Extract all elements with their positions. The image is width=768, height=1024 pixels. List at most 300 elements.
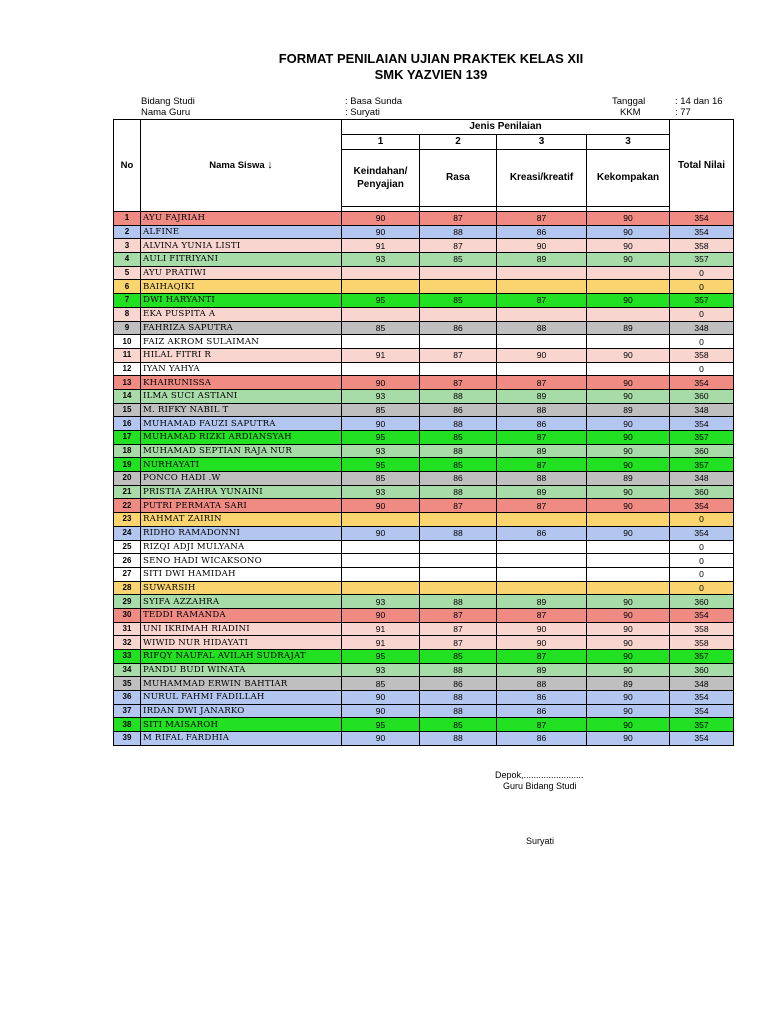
score-cell <box>497 266 587 280</box>
student-name: NURUL FAHMI FADILLAH <box>141 691 342 705</box>
score-cell <box>342 540 420 554</box>
total-cell: 357 <box>670 253 734 267</box>
school-name: SMK YAZVIEN 139 <box>374 67 488 82</box>
table-row <box>114 554 734 568</box>
total-cell: 0 <box>670 540 734 554</box>
score-table <box>113 119 734 746</box>
student-name: DWI HARYANTI <box>141 294 342 308</box>
score-cell: 86 <box>497 417 587 431</box>
score-cell: 90 <box>587 253 670 267</box>
score-cell: 88 <box>497 321 587 335</box>
score-cell: 87 <box>497 376 587 390</box>
score-cell: 90 <box>342 499 420 513</box>
score-cell: 85 <box>420 431 497 445</box>
score-cell: 91 <box>342 622 420 636</box>
score-cell <box>497 307 587 321</box>
table-row <box>114 417 734 431</box>
score-cell: 91 <box>342 348 420 362</box>
student-name: RIDHO RAMADONNI <box>141 526 342 540</box>
score-cell: 93 <box>342 485 420 499</box>
score-cell: 90 <box>342 225 420 239</box>
total-cell: 0 <box>670 335 734 349</box>
table-row <box>114 348 734 362</box>
row-number: 31 <box>114 622 141 636</box>
total-cell: 354 <box>670 225 734 239</box>
score-cell: 90 <box>587 485 670 499</box>
student-name: ALFINE <box>141 225 342 239</box>
score-cell: 86 <box>420 472 497 486</box>
score-cell: 88 <box>420 732 497 746</box>
score-cell: 95 <box>342 294 420 308</box>
table-row <box>114 581 734 595</box>
table-row <box>114 458 734 472</box>
score-cell: 87 <box>420 239 497 253</box>
score-cell <box>342 307 420 321</box>
total-cell: 348 <box>670 321 734 335</box>
score-cell: 88 <box>497 403 587 417</box>
score-cell <box>497 581 587 595</box>
table-row <box>114 376 734 390</box>
score-cell: 87 <box>497 431 587 445</box>
score-cell: 85 <box>342 321 420 335</box>
score-cell <box>497 554 587 568</box>
score-cell: 90 <box>342 608 420 622</box>
student-name: MUHAMAD RIZKI ARDIANSYAH <box>141 431 342 445</box>
student-name: RAHMAT ZAIRIN <box>141 513 342 527</box>
total-cell: 354 <box>670 608 734 622</box>
score-cell: 90 <box>342 212 420 226</box>
table-row <box>114 389 734 403</box>
table-row <box>114 212 734 226</box>
total-cell: 354 <box>670 212 734 226</box>
score-cell: 89 <box>497 444 587 458</box>
score-cell <box>342 280 420 294</box>
score-cell: 89 <box>497 485 587 499</box>
score-cell <box>342 567 420 581</box>
score-cell: 90 <box>587 376 670 390</box>
score-cell <box>420 307 497 321</box>
total-cell: 0 <box>670 266 734 280</box>
total-cell: 360 <box>670 485 734 499</box>
row-number: 34 <box>114 663 141 677</box>
table-row <box>114 718 734 732</box>
score-cell: 89 <box>587 472 670 486</box>
student-name: PANDU BUDI WINATA <box>141 663 342 677</box>
row-number: 25 <box>114 540 141 554</box>
row-number: 30 <box>114 608 141 622</box>
student-name: FAIZ AKROM SULAIMAN <box>141 335 342 349</box>
row-number: 12 <box>114 362 141 376</box>
score-cell: 89 <box>587 403 670 417</box>
score-cell: 90 <box>587 212 670 226</box>
student-name: SITI MAISAROH <box>141 718 342 732</box>
score-cell <box>420 513 497 527</box>
score-cell: 89 <box>587 321 670 335</box>
jenis-penilaian-header: Jenis Penilaian <box>342 120 670 135</box>
table-row <box>114 513 734 527</box>
row-number: 20 <box>114 472 141 486</box>
student-name: IYAN YAHYA <box>141 362 342 376</box>
score-cell: 86 <box>420 677 497 691</box>
score-cell: 86 <box>420 403 497 417</box>
row-number: 21 <box>114 485 141 499</box>
score-cell <box>587 335 670 349</box>
score-cell: 88 <box>420 704 497 718</box>
total-cell: 360 <box>670 444 734 458</box>
row-number: 2 <box>114 225 141 239</box>
row-number: 26 <box>114 554 141 568</box>
row-number: 10 <box>114 335 141 349</box>
row-number: 9 <box>114 321 141 335</box>
student-name: MUHAMAD FAUZI SAPUTRA <box>141 417 342 431</box>
score-cell: 90 <box>587 458 670 472</box>
bidang-value: : Basa Sunda <box>345 96 403 107</box>
table-row <box>114 608 734 622</box>
student-name: M RIFAL FARDHIA <box>141 732 342 746</box>
score-cell <box>420 362 497 376</box>
kkm-value: : 77 <box>675 107 691 118</box>
score-cell <box>587 266 670 280</box>
student-name: AYU FAJRIAH <box>141 212 342 226</box>
score-cell: 90 <box>587 526 670 540</box>
criterion-label: Kreasi/kreatif <box>497 150 587 207</box>
score-cell: 87 <box>420 499 497 513</box>
score-cell: 90 <box>587 348 670 362</box>
total-header: Total Nilai <box>670 120 734 212</box>
row-number: 8 <box>114 307 141 321</box>
score-cell <box>587 581 670 595</box>
score-cell: 89 <box>497 595 587 609</box>
student-name: AULI FITRIYANI <box>141 253 342 267</box>
total-cell: 0 <box>670 581 734 595</box>
score-cell: 85 <box>420 253 497 267</box>
score-cell: 87 <box>420 212 497 226</box>
score-cell: 90 <box>587 691 670 705</box>
criterion-number: 3 <box>497 135 587 150</box>
student-name: SUWARSIH <box>141 581 342 595</box>
score-cell: 90 <box>587 417 670 431</box>
total-cell: 358 <box>670 239 734 253</box>
score-cell: 88 <box>420 526 497 540</box>
score-cell: 88 <box>497 677 587 691</box>
score-cell: 85 <box>342 677 420 691</box>
score-cell <box>342 581 420 595</box>
student-name: UNI IKRIMAH RIADINI <box>141 622 342 636</box>
score-cell: 87 <box>420 348 497 362</box>
total-cell: 358 <box>670 636 734 650</box>
name-header[interactable] <box>141 120 342 212</box>
score-cell <box>420 335 497 349</box>
score-cell: 85 <box>342 403 420 417</box>
table-row <box>114 650 734 664</box>
score-cell: 89 <box>497 253 587 267</box>
score-cell: 88 <box>420 389 497 403</box>
row-number: 33 <box>114 650 141 664</box>
row-number: 3 <box>114 239 141 253</box>
score-cell: 88 <box>420 444 497 458</box>
student-name: PONCO HADI .W <box>141 472 342 486</box>
total-cell: 0 <box>670 307 734 321</box>
score-cell: 95 <box>342 650 420 664</box>
total-cell: 0 <box>670 280 734 294</box>
total-cell: 0 <box>670 554 734 568</box>
criterion-label: Kekompakan <box>587 150 670 207</box>
score-cell: 93 <box>342 663 420 677</box>
table-row <box>114 595 734 609</box>
row-number: 15 <box>114 403 141 417</box>
total-cell: 357 <box>670 294 734 308</box>
score-cell: 88 <box>497 472 587 486</box>
student-name: PRISTIA ZAHRA YUNAINI <box>141 485 342 499</box>
row-number: 7 <box>114 294 141 308</box>
score-cell <box>420 540 497 554</box>
score-cell: 90 <box>587 389 670 403</box>
row-number: 19 <box>114 458 141 472</box>
score-cell: 90 <box>587 595 670 609</box>
row-number: 18 <box>114 444 141 458</box>
score-cell: 90 <box>497 348 587 362</box>
score-cell: 85 <box>420 294 497 308</box>
score-cell: 88 <box>420 417 497 431</box>
table-row <box>114 253 734 267</box>
row-number: 4 <box>114 253 141 267</box>
student-name: WIWID NUR HIDAYATI <box>141 636 342 650</box>
score-cell: 90 <box>342 691 420 705</box>
table-row <box>114 362 734 376</box>
score-cell <box>497 362 587 376</box>
row-number: 24 <box>114 526 141 540</box>
score-cell <box>497 513 587 527</box>
score-cell <box>587 567 670 581</box>
score-cell: 86 <box>497 691 587 705</box>
signature-name: Suryati <box>526 836 555 846</box>
score-cell: 90 <box>587 636 670 650</box>
table-row <box>114 622 734 636</box>
table-row <box>114 444 734 458</box>
score-cell: 86 <box>497 732 587 746</box>
table-row <box>114 732 734 746</box>
total-cell: 357 <box>670 650 734 664</box>
criterion-label: Keindahan/ Penyajian <box>342 150 420 207</box>
score-cell: 89 <box>587 677 670 691</box>
table-row <box>114 499 734 513</box>
score-cell <box>587 513 670 527</box>
table-row <box>114 526 734 540</box>
score-cell: 90 <box>587 499 670 513</box>
total-cell: 357 <box>670 431 734 445</box>
total-cell: 358 <box>670 622 734 636</box>
score-cell <box>587 307 670 321</box>
score-cell: 90 <box>342 376 420 390</box>
score-cell <box>420 554 497 568</box>
score-cell <box>342 335 420 349</box>
score-cell <box>497 335 587 349</box>
sort-down-icon[interactable]: ↓ <box>267 159 273 171</box>
row-number: 38 <box>114 718 141 732</box>
score-cell: 86 <box>497 526 587 540</box>
student-rows <box>114 212 734 746</box>
row-number: 23 <box>114 513 141 527</box>
score-cell: 90 <box>342 526 420 540</box>
student-name: EKA PUSPITA A <box>141 307 342 321</box>
score-cell: 90 <box>497 239 587 253</box>
table-row <box>114 540 734 554</box>
score-cell: 86 <box>497 225 587 239</box>
student-name: TEDDI RAMANDA <box>141 608 342 622</box>
score-cell: 90 <box>342 732 420 746</box>
table-row <box>114 335 734 349</box>
signature-role: Guru Bidang Studi <box>503 781 577 791</box>
score-cell <box>342 266 420 280</box>
row-number: 1 <box>114 212 141 226</box>
row-number: 17 <box>114 431 141 445</box>
row-number: 16 <box>114 417 141 431</box>
page-title: FORMAT PENILAIAN UJIAN PRAKTEK KELAS XII <box>278 51 584 66</box>
table-row <box>114 321 734 335</box>
score-cell <box>587 362 670 376</box>
table-row <box>114 677 734 691</box>
student-name: HILAL FITRI R <box>141 348 342 362</box>
score-cell: 90 <box>587 239 670 253</box>
criterion-label: Rasa <box>420 150 497 207</box>
score-cell: 90 <box>587 431 670 445</box>
score-cell <box>420 266 497 280</box>
tanggal-label: Tanggal <box>612 96 646 107</box>
table-row <box>114 239 734 253</box>
total-cell: 0 <box>670 362 734 376</box>
table-row <box>114 431 734 445</box>
score-cell: 90 <box>587 444 670 458</box>
score-cell: 87 <box>420 622 497 636</box>
score-cell: 88 <box>420 691 497 705</box>
row-number: 37 <box>114 704 141 718</box>
score-cell: 88 <box>420 663 497 677</box>
score-cell: 90 <box>587 650 670 664</box>
total-cell: 360 <box>670 389 734 403</box>
score-cell: 90 <box>497 636 587 650</box>
score-cell: 85 <box>342 472 420 486</box>
score-cell <box>497 567 587 581</box>
score-cell: 88 <box>420 485 497 499</box>
score-cell: 86 <box>420 321 497 335</box>
score-cell: 87 <box>497 212 587 226</box>
score-cell <box>587 554 670 568</box>
score-cell: 87 <box>497 718 587 732</box>
score-cell: 85 <box>420 650 497 664</box>
row-number: 14 <box>114 389 141 403</box>
row-number: 28 <box>114 581 141 595</box>
score-cell <box>342 513 420 527</box>
student-name: SENO HADI WICAKSONO <box>141 554 342 568</box>
score-cell: 87 <box>497 458 587 472</box>
score-cell: 85 <box>420 458 497 472</box>
row-number: 11 <box>114 348 141 362</box>
score-cell: 93 <box>342 253 420 267</box>
total-cell: 0 <box>670 513 734 527</box>
total-cell: 354 <box>670 704 734 718</box>
score-cell: 87 <box>497 650 587 664</box>
student-name: RIFQY NAUFAL AVILAH SUDRAJAT <box>141 650 342 664</box>
score-cell: 87 <box>420 636 497 650</box>
criterion-number: 3 <box>587 135 670 150</box>
row-number: 29 <box>114 595 141 609</box>
table-row <box>114 307 734 321</box>
score-cell: 93 <box>342 444 420 458</box>
score-cell: 90 <box>587 718 670 732</box>
table-row <box>114 280 734 294</box>
score-cell: 90 <box>587 732 670 746</box>
student-name: KHAIRUNISSA <box>141 376 342 390</box>
student-name: FAHRIZA SAPUTRA <box>141 321 342 335</box>
student-name: IRDAN DWI JANARKO <box>141 704 342 718</box>
score-cell: 89 <box>497 663 587 677</box>
score-cell: 90 <box>587 622 670 636</box>
total-cell: 354 <box>670 417 734 431</box>
student-name: RIZQI ADJI MULYANA <box>141 540 342 554</box>
score-cell <box>587 540 670 554</box>
total-cell: 360 <box>670 663 734 677</box>
guru-label: Nama Guru <box>141 107 191 118</box>
table-row <box>114 691 734 705</box>
total-cell: 0 <box>670 567 734 581</box>
score-cell <box>420 280 497 294</box>
score-cell: 93 <box>342 595 420 609</box>
name-header-label: Nama Siswa <box>209 160 265 171</box>
score-cell: 90 <box>587 663 670 677</box>
score-cell <box>497 280 587 294</box>
table-row <box>114 485 734 499</box>
student-name: M. RIFKY NABIL T <box>141 403 342 417</box>
total-cell: 354 <box>670 691 734 705</box>
total-cell: 358 <box>670 348 734 362</box>
student-name: MUHAMAD SEPTIAN RAJA NUR <box>141 444 342 458</box>
student-name: ILMA SUCI ASTIANI <box>141 389 342 403</box>
criterion-number: 1 <box>342 135 420 150</box>
score-cell: 93 <box>342 389 420 403</box>
student-name: BAIHAQIKI <box>141 280 342 294</box>
score-cell: 85 <box>420 718 497 732</box>
total-cell: 357 <box>670 458 734 472</box>
table-row <box>114 225 734 239</box>
score-cell: 90 <box>587 608 670 622</box>
score-cell: 87 <box>497 294 587 308</box>
table-row <box>114 567 734 581</box>
row-number: 32 <box>114 636 141 650</box>
row-number: 5 <box>114 266 141 280</box>
score-cell <box>342 554 420 568</box>
score-cell: 90 <box>587 294 670 308</box>
table-row <box>114 294 734 308</box>
score-cell: 90 <box>497 622 587 636</box>
criterion-number: 2 <box>420 135 497 150</box>
student-name: SITI DWI HAMIDAH <box>141 567 342 581</box>
score-cell: 91 <box>342 239 420 253</box>
total-cell: 348 <box>670 472 734 486</box>
table-row <box>114 636 734 650</box>
signature-place: Depok,........................ <box>495 770 584 780</box>
total-cell: 354 <box>670 526 734 540</box>
score-cell: 87 <box>497 499 587 513</box>
score-cell: 91 <box>342 636 420 650</box>
score-cell <box>420 567 497 581</box>
score-cell: 89 <box>497 389 587 403</box>
total-cell: 348 <box>670 403 734 417</box>
score-cell: 87 <box>420 376 497 390</box>
score-cell: 88 <box>420 225 497 239</box>
row-number: 36 <box>114 691 141 705</box>
guru-value: : Suryati <box>345 107 380 118</box>
score-cell: 87 <box>420 608 497 622</box>
